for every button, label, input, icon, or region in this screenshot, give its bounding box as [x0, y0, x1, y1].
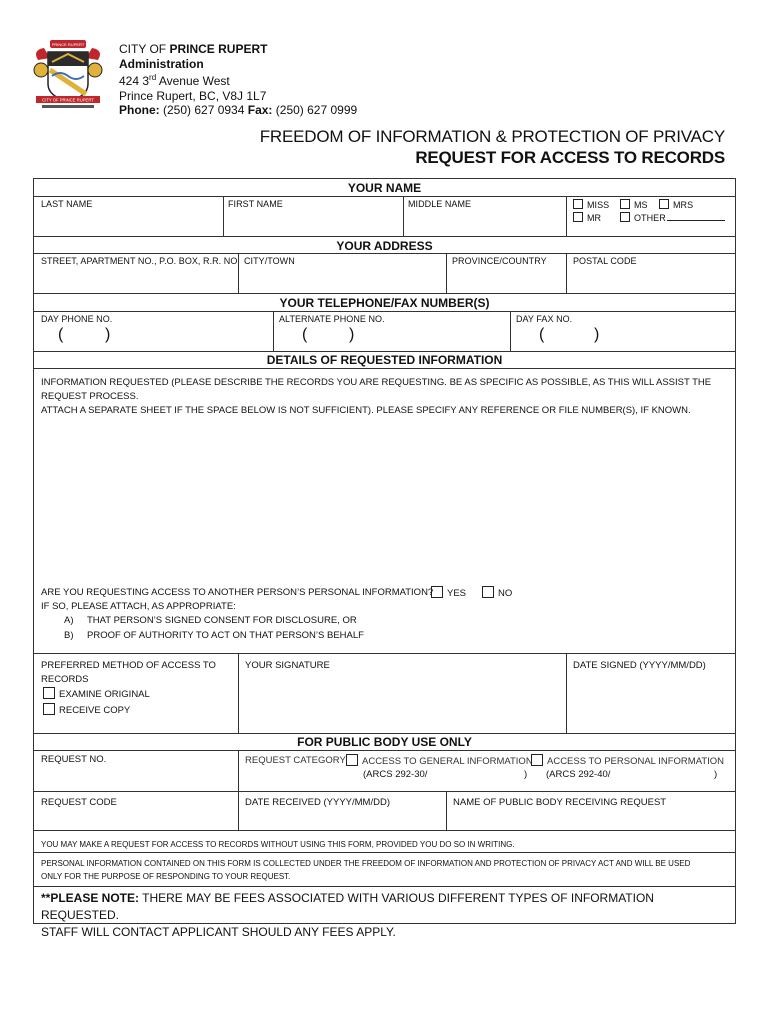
alt-phone-field[interactable]: ALTERNATE PHONE NO. — [279, 314, 385, 324]
postal-line: Prince Rupert, BC, V8J 1L7 — [119, 88, 267, 103]
request-code-field[interactable]: REQUEST CODE — [41, 797, 117, 808]
request-form — [33, 178, 736, 939]
paren-close: ) — [349, 326, 355, 343]
last-name-field[interactable]: LAST NAME — [41, 199, 93, 209]
personal-info-option[interactable]: ACCESS TO PERSONAL INFORMATION — [531, 754, 724, 769]
preferred-method-label: PREFERRED METHOD OF ACCESS TO RECORDS — [41, 660, 216, 685]
paren-open: ( — [539, 326, 545, 343]
item-a-marker: A) — [64, 615, 74, 626]
city-line: CITY OF PRINCE RUPERT — [119, 42, 268, 56]
checkbox-mrs[interactable] — [659, 199, 669, 209]
form-subtitle: REQUEST FOR ACCESS TO RECORDS — [415, 148, 725, 167]
checkbox-examine[interactable] — [43, 687, 55, 699]
item-b-marker: B) — [64, 630, 74, 641]
attach-note: IF SO, PLEASE ATTACH, AS APPROPRIATE: — [41, 601, 236, 612]
signature-field[interactable]: YOUR SIGNATURE — [245, 660, 330, 671]
middle-name-field[interactable]: MIDDLE NAME — [408, 199, 472, 209]
paren-close: ) — [105, 326, 111, 343]
checkbox-no[interactable] — [482, 586, 494, 598]
yes-option[interactable]: YES — [431, 586, 466, 601]
province-field[interactable]: PROVINCE/COUNTRY — [452, 256, 547, 266]
title-mr[interactable]: MR — [573, 212, 601, 223]
svg-text:CITY OF PRINCE RUPERT: CITY OF PRINCE RUPERT — [42, 97, 94, 103]
section-address-heading: YOUR ADDRESS — [336, 239, 433, 253]
department: Administration — [119, 56, 204, 71]
title-other[interactable]: OTHER — [620, 212, 725, 223]
arcs-general: (ARCS 292-30/ — [363, 769, 428, 780]
section-public-heading: FOR PUBLIC BODY USE ONLY — [297, 735, 472, 749]
day-fax-field[interactable]: DAY FAX NO. — [516, 314, 573, 324]
contact-line: Phone: (250) 627 0934 Fax: (250) 627 0999 — [119, 103, 358, 117]
checkbox-ms[interactable] — [620, 199, 630, 209]
city-field[interactable]: CITY/TOWN — [244, 256, 295, 266]
item-a: THAT PERSON’S SIGNED CONSENT FOR DISCLOSURE, OR — [87, 615, 357, 626]
postal-code-field[interactable]: POSTAL CODE — [573, 256, 637, 266]
request-category-label: REQUEST CATEGORY — [245, 755, 346, 766]
checkbox-other[interactable] — [620, 212, 630, 222]
general-info-option[interactable]: ACCESS TO GENERAL INFORMATION — [346, 754, 533, 769]
checkbox-mr[interactable] — [573, 212, 583, 222]
form-title: FREEDOM OF INFORMATION & PROTECTION OF PRIVACY — [259, 127, 725, 146]
examine-original-option[interactable]: EXAMINE ORIGINAL — [43, 687, 150, 702]
request-no-field[interactable]: REQUEST NO. — [41, 754, 107, 765]
title-miss[interactable]: MISS — [573, 199, 609, 210]
section-phone-heading: YOUR TELEPHONE/FAX NUMBER(S) — [279, 296, 490, 310]
title-mrs[interactable]: MRS — [659, 199, 693, 210]
public-body-name-field[interactable]: NAME OF PUBLIC BODY RECEIVING REQUEST — [453, 797, 667, 808]
receive-copy-option[interactable]: RECEIVE COPY — [43, 703, 130, 718]
title-ms[interactable]: MS — [620, 199, 648, 210]
street-field[interactable]: STREET, APARTMENT NO., P.O. BOX, R.R. NO — [41, 256, 238, 266]
fees-note: **PLEASE NOTE: THERE MAY BE FEES ASSOCIATED WITH VARIOUS DIFFERENT TYPES OF INFORMATION REQUESTED. STAFF WILL CONTACT APPLICANT SHOULD ANY FEES APPLY. — [41, 891, 654, 939]
checkbox-miss[interactable] — [573, 199, 583, 209]
checkbox-yes[interactable] — [431, 586, 443, 598]
street: 424 3rd Avenue West — [119, 73, 230, 88]
another-person-question: ARE YOU REQUESTING ACCESS TO ANOTHER PERSON’S PERSONAL INFORMATION? — [41, 587, 434, 598]
arcs-personal-close: ) — [714, 769, 718, 780]
svg-text:PRINCE RUPERT: PRINCE RUPERT — [51, 42, 85, 47]
city-crest-logo — [28, 40, 108, 112]
first-name-field[interactable]: FIRST NAME — [228, 199, 283, 209]
date-received-field[interactable]: DATE RECEIVED (YYYY/MM/DD) — [245, 797, 390, 808]
details-instructions: INFORMATION REQUESTED (PLEASE DESCRIBE THE RECORDS YOU ARE REQUESTING. BE AS SPECIFIC AS POSSIBLE, AS THIS WILL ASSIST THE REQUEST PROCESS. ATTACH A SEPARATE SHEET IF THE SPACE BELOW IS NOT SUFFICIENT). PLEASE SPECIFY ANY REFERENCE OR FILE NUMBER(S), IF KNOWN. — [41, 377, 712, 416]
checkbox-general[interactable] — [346, 754, 358, 766]
paren-open: ( — [58, 326, 64, 343]
no-option[interactable]: NO — [482, 586, 512, 601]
checkbox-receive[interactable] — [43, 703, 55, 715]
arcs-general-close: ) — [524, 769, 528, 780]
date-signed-field[interactable]: DATE SIGNED (YYYY/MM/DD) — [573, 660, 706, 671]
writing-note: YOU MAY MAKE A REQUEST FOR ACCESS TO RECORDS WITHOUT USING THIS FORM, PROVIDED YOU DO SO IN WRITING. — [41, 840, 515, 849]
section-name-heading: YOUR NAME — [347, 181, 422, 195]
privacy-note: PERSONAL INFORMATION CONTAINED ON THIS FORM IS COLLECTED UNDER THE FREEDOM OF INFORMATION AND PROTECTION OF PRIVACY ACT AND WILL BE USED ONLY FOR THE PURPOSE OF RESPONDING TO YOUR REQUEST. — [41, 859, 691, 881]
item-b: PROOF OF AUTHORITY TO ACT ON THAT PERSON’S BEHALF — [87, 630, 364, 641]
paren-close: ) — [594, 326, 600, 343]
address-block — [119, 42, 357, 118]
paren-open: ( — [302, 326, 308, 343]
arcs-personal: (ARCS 292-40/ — [546, 769, 611, 780]
section-details-heading: DETAILS OF REQUESTED INFORMATION — [266, 353, 503, 367]
checkbox-personal[interactable] — [531, 754, 543, 766]
day-phone-field[interactable]: DAY PHONE NO. — [41, 314, 113, 324]
